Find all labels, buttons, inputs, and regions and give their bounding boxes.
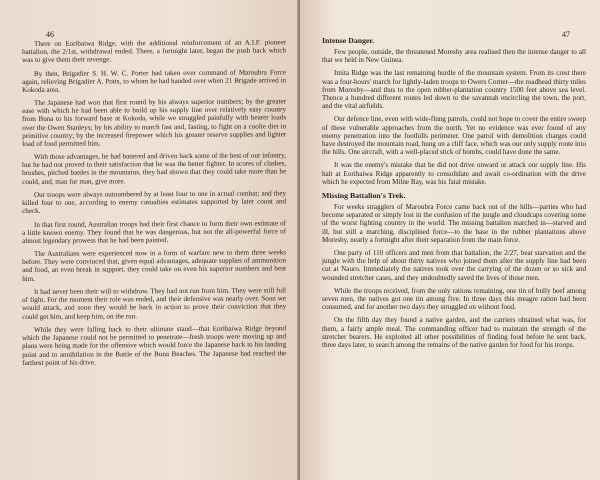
paragraph: Few people, outside, the threatened Moresby area realised then the intense danger to all that we held in New Guinea. [322, 48, 586, 65]
paragraph: It had never been their will to withdraw. They had not run from him. They were still full of fight. For the moment their role was ended, and their defensive was nearly over. Soon we would attack, and soon they would be back in action to prove their conviction that they could get him, and keep him, on the run. [22, 286, 287, 321]
paragraph: Our troops were always outnumbered by at least four to one in actual combat; and they killed four to one, according to enemy casualties estimates supported by later count and check. [22, 189, 287, 216]
right-page-text [322, 36, 586, 349]
paragraph: One party of 110 officers and men from that battalion, the 2/27, beat starvation and the jungle with the help of about thirty natives who joined them after the supply line had been cut at Nauro. Immediately the natives took over the carrying of the dozen or so sick and wounded stretcher cases, and they undoubtedly saved the lives of those men. [322, 249, 586, 282]
paragraph: In that first round, Australian troops had their first chance to form their own estimate of a little known enemy. They found that he was dangerous, but not the all-powerful force of almost legendary prowess that he had been painted. [22, 219, 287, 246]
paragraph: For weeks stragglers of Maroubra Force came back out of the hills—parties who had become separated or simply lost in the confusion of the jungle and cloudcaps covering some of the worst fighting country in the world. The missing battalion marched in—starved and ill, but still a marching, disciplined force—to the base in the rubber plantations above Moresby, nearly a fortnight after their separation from the main force. [322, 203, 586, 244]
paragraph: While the troops received, from the only rations remaining, one tin of bully beef among seven men, the natives got one tin among five. In three days this meagre ration had been consumed, and for another two days they struggled on without food. [322, 286, 586, 312]
left-page-text [22, 40, 286, 367]
paragraph: By then, Brigadier S. H. W. C. Porter had taken over command of Maroubra Force again, relieving Brigadier A. Potts, to whom he had handed over when 21 Brigade arrived in Kokoda area. [22, 67, 287, 95]
paragraph: On the fifth day they found a native garden, and the carriers obtained what was, for them, a fairly ample meal. The commanding officer had to maintain the strength of the stretcher bearers. He exploited all other possibilities of finding food before he sent back, three days later, to search among the remains of the native garden for food for his troops. [322, 316, 586, 350]
right-page [300, 0, 600, 480]
paragraph: There on Eoribaiwa Ridge, with the additional reinforcement of an A.I.F. pioneer battalion, the 2/1st, withdrawal ended. There, a fortnight later, began the push back which was to give them their revenge. [22, 38, 287, 65]
section-heading: Intense Danger. [322, 36, 375, 45]
paragraph: With those advantages, he had battered and driven back some of the best of our infantry, but he had not proved to their satisfaction that he was the better fighter. In scores of clashes, brushes, pitched battles in the mountains, they had shown that they could take more than he could, and, man for man, give more. [22, 151, 287, 187]
paragraph: While they were falling back to their ultimate stand—that Eoribaiwa Ridge beyond which the Japanese could not be permitted to penetrate—fresh troops were moving up and plans were being made for the offensive which would force the Japanese back to his landing point and to annihilation in the Battle of the Buna Beaches. The Japanese had reached the farthest point of his drive. [22, 324, 287, 367]
paragraph: Imita Ridge was the last remaining hurdle of the mountain system. From its crest there was a four-hours' march for lightly-laden troops to Owers Corner—the roadhead thirty miles from Moresby—and thus to the open rubber-plantation country 1500 feet above sea level. Thence a hundred different routes led down to the savannah encircling the town, the port, and the vital airfields. [322, 69, 586, 111]
paragraph: Our defence line, even with wide-flung patrols, could not hope to cover the entire sweep of these vulnerable approaches from the north. Yet no evidence was ever found of any enemy penetration into the foothills perimeter. One patrol with demolition charges could have destroyed the mountain road, hung on a cliff face, which was our only supply route into the hills. One aircraft, with a well-placed stick of bombs, could have done the same. [322, 115, 586, 157]
paragraph: It was the enemy's mistake that he did not drive onward or attack our supply line. His halt at Eoribaiwa Ridge apparently to consolidate and await co-ordination with the drive which he expected from Milne Bay, was his fatal mistake. [322, 161, 586, 186]
page-number-left: 46 [46, 30, 54, 39]
paragraph: The Australians were experienced now in a form of warfare new to them three weeks before. They were convinced that, given equal advantages, adequate supplies of ammunition and food, an even break in support, they could take on even his superior numbers and beat him. [22, 248, 287, 284]
paragraph: The Japanese had won that first round by his always superior numbers; by the greater ease with which he had been able to build up his supply line over relatively easy country from Buna to his forward base at Kokoda, while we struggled painfully with bearer loads over the Owen Stanleys; by his ability to march fast and, fasting, to fight on a coolie diet in primitive country; by the increased firepower which his greater reserve supplies and lighter load of food permitted him. [22, 97, 287, 149]
section-heading: Missing Battalion's Trek. [322, 191, 406, 201]
page-number-right: 47 [562, 30, 570, 39]
